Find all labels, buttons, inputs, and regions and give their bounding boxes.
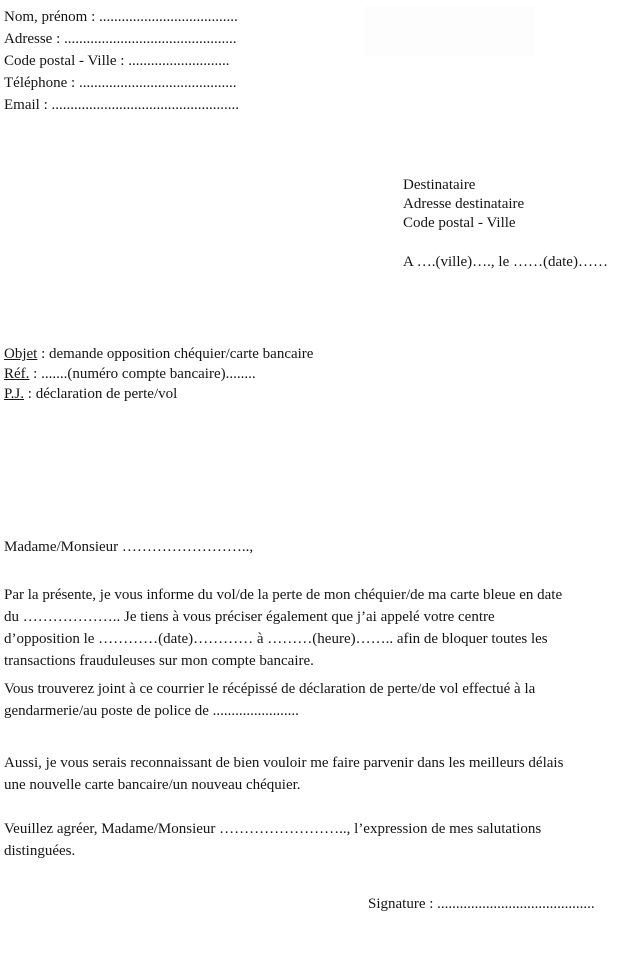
subject-ref-line [4, 364, 313, 384]
subject-pj-line [4, 384, 313, 404]
paragraph-line: d’opposition le …………(date)………… à ………(heure)…….. afin de bloquer toutes les [4, 631, 548, 647]
subject-objet-label: Objet [4, 346, 38, 362]
paragraph-closing-formula [4, 818, 541, 862]
subject-ref-text: : .......(numéro compte bancaire)........ [29, 366, 256, 382]
place-date-line: A ….(ville)…., le ……(date)…… [403, 254, 608, 270]
paragraph-line: Veuillez agréer, Madame/Monsieur …………………….., l’expression de mes salutations [4, 821, 542, 837]
paragraph-new-card-request [4, 752, 563, 796]
paragraph-police-receipt [4, 678, 535, 722]
paragraph-line: Aussi, je vous serais reconnaissant de bien vouloir me faire parvenir dans les meilleurs délais [4, 755, 564, 771]
recipient-postal-city-line: Code postal - Ville [403, 215, 516, 231]
sender-email-line: Email : .................................................. [4, 97, 239, 113]
sender-postal-city-line: Code postal - Ville : ........................... [4, 53, 230, 69]
paragraph-line: Par la présente, je vous informe du vol/de la perte de mon chéquier/de ma carte bleue en date [4, 587, 563, 603]
paragraph-line: transactions frauduleuses sur mon compte bancaire. [4, 653, 314, 669]
subject-pj-label: P.J. [4, 386, 25, 402]
subject-block [4, 344, 313, 404]
salutation-line: Madame/Monsieur …………………….., [4, 539, 254, 555]
sender-block [4, 6, 239, 116]
paragraph-line: gendarmerie/au poste de police de ....................... [4, 703, 299, 719]
recipient-address-line: Adresse destinataire [403, 196, 525, 212]
subject-objet-line [4, 344, 313, 364]
sender-name-line: Nom, prénom : ..................................... [4, 9, 238, 25]
paragraph-line: une nouvelle carte bancaire/un nouveau chéquier. [4, 777, 301, 793]
paragraph-theft-notice [4, 584, 562, 672]
subject-ref-label: Réf. [4, 366, 30, 382]
recipient-name-line: Destinataire [403, 177, 476, 193]
subject-objet-text: : demande opposition chéquier/carte bancaire [37, 346, 314, 362]
paragraph-line: distinguées. [4, 843, 76, 859]
paragraph-line: du ……………….. Je tiens à vous préciser également que j’ai appelé votre centre [4, 609, 495, 625]
subject-pj-text: : déclaration de perte/vol [24, 386, 178, 402]
sender-address-line: Adresse : .............................................. [4, 31, 237, 47]
signature-line: Signature : .......................................... [368, 896, 595, 912]
recipient-block [403, 176, 524, 233]
faint-watermark [365, 6, 535, 56]
sender-phone-line: Téléphone : .......................................... [4, 75, 237, 91]
paragraph-line: Vous trouverez joint à ce courrier le récépissé de déclaration de perte/de vol effectué à la [4, 681, 536, 697]
